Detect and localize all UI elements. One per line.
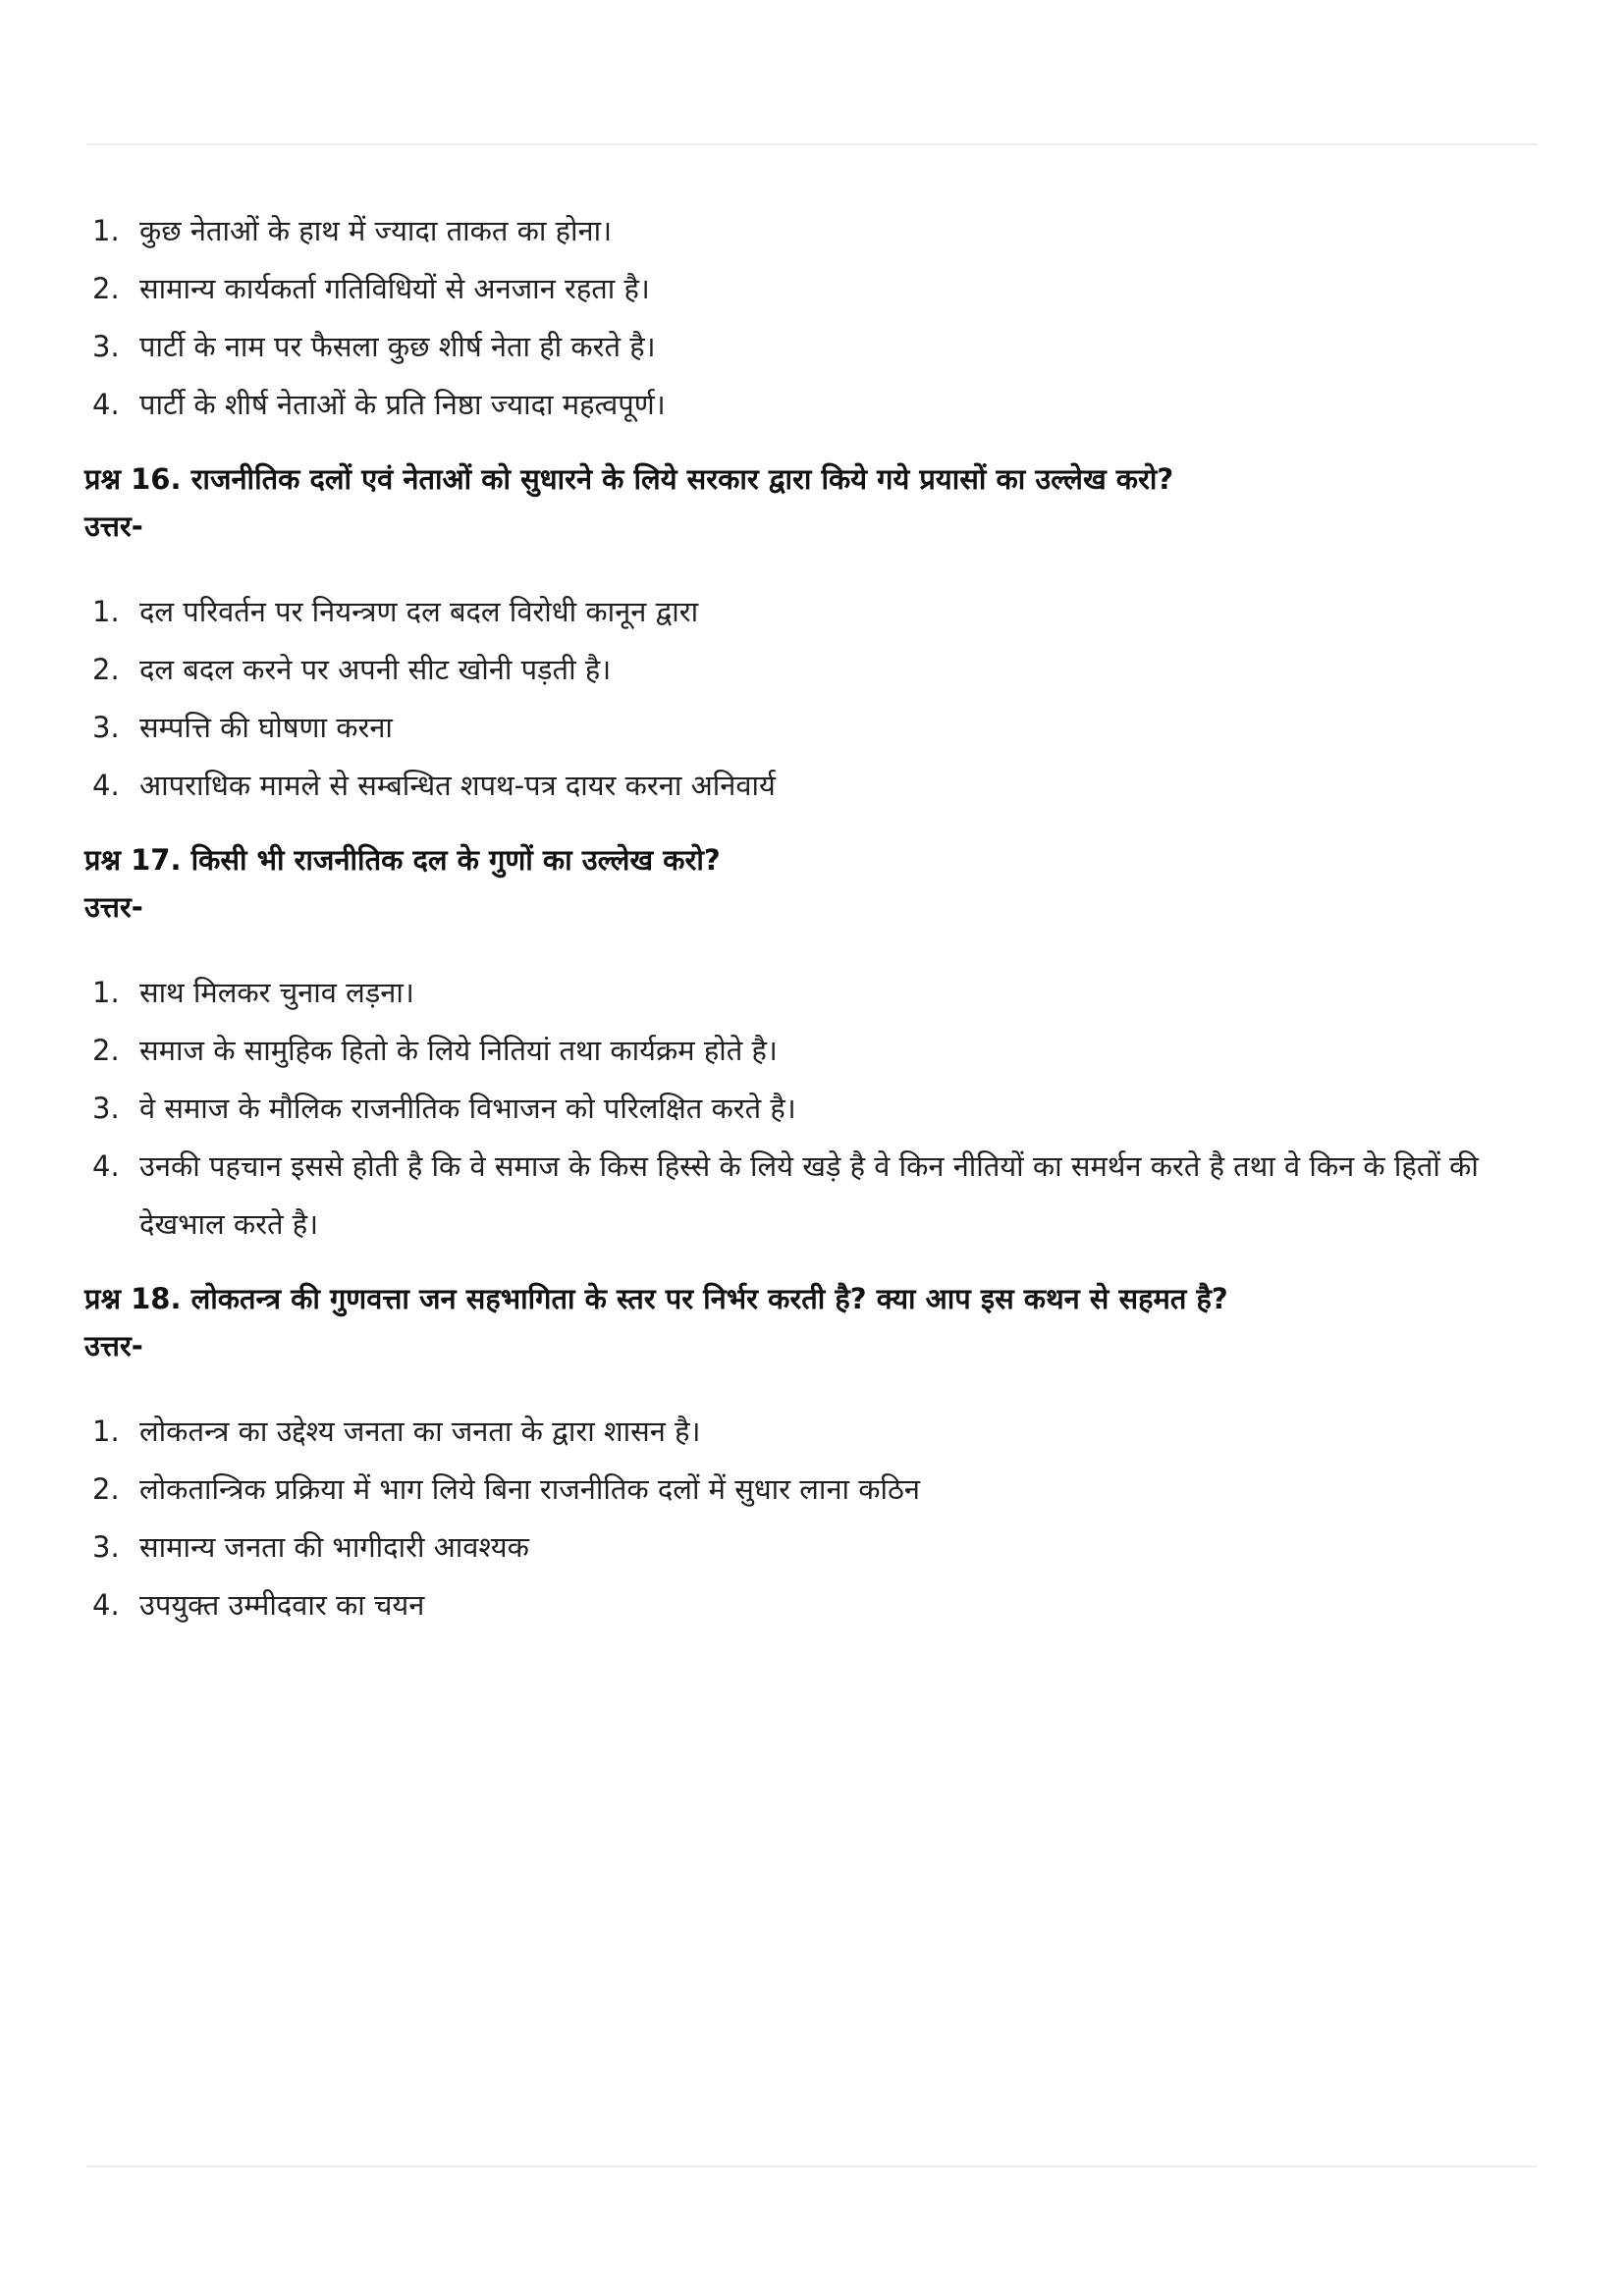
- list-item: 3. वे समाज के मौलिक राजनीतिक विभाजन को परिलक्षित करते है।: [92, 1092, 796, 1125]
- question-heading: प्रश्न 17. किसी भी राजनीतिक दल के गुणों का उल्लेख करो?: [84, 843, 721, 877]
- answer-list: [84, 1403, 1540, 1634]
- list-item: 4. आपराधिक मामले से सम्बन्धित शपथ-पत्र दायर करना अनिवार्य: [92, 769, 776, 802]
- question-block-18: [84, 1275, 1540, 1634]
- list-item: 1. लोकतन्त्र का उद्देश्य जनता का जनता के द्वारा शासन है।: [92, 1415, 701, 1448]
- answer-label: उत्तर-: [84, 890, 143, 924]
- list-item: 2. दल बदल करने पर अपनी सीट खोनी पड़ती है।: [92, 653, 612, 686]
- list-item: 2. समाज के सामुहिक हितो के लिये नितियां तथा कार्यक्रम होते है।: [92, 1034, 778, 1067]
- list-item: 2. लोकतान्त्रिक प्रक्रिया में भाग लिये बिना राजनीतिक दलों में सुधार लाना कठिन: [92, 1472, 920, 1506]
- list-item: 1. दल परिवर्तन पर नियन्त्रण दल बदल विरोधी कानून द्वारा: [92, 595, 699, 628]
- answer-list: [84, 583, 1540, 815]
- list-item: 4. उनकी पहचान इससे होती है कि वे समाज के किस हिस्से के लिये खड़े है वे किन नीतियों का समर्थन करते है तथा वे किन के हितों की देखभाल करते है।: [92, 1149, 1479, 1241]
- answer-list: [84, 964, 1540, 1254]
- question-block-17: [84, 836, 1540, 1254]
- question-heading: प्रश्न 16. राजनीतिक दलों एवं नेताओं को सुधारने के लिये सरकार द्वारा किये गये प्रयासों का उल्लेख करो?: [84, 462, 1174, 496]
- top-divider: [86, 143, 1538, 145]
- bottom-divider: [86, 2165, 1538, 2167]
- question-block-16: [84, 455, 1540, 815]
- question-heading: प्रश्न 18. लोकतन्त्र की गुणवत्ता जन सहभागिता के स्तर पर निर्भर करती है? क्या आप इस कथन से सहमत है?: [84, 1282, 1228, 1315]
- list-item: 3. पार्टी के नाम पर फैसला कुछ शीर्ष नेता ही करते है।: [92, 330, 656, 363]
- list-item: 2. सामान्य कार्यकर्ता गतिविधियों से अनजान रहता है।: [92, 272, 650, 305]
- list-item: 4. उपयुक्त उम्मीदवार का चयन: [92, 1588, 425, 1622]
- list-item: 1. साथ मिलकर चुनाव लड़ना।: [92, 976, 414, 1009]
- list-item: 1. कुछ नेताओं के हाथ में ज्यादा ताकत का होना।: [92, 214, 613, 247]
- answer-label: उत्तर-: [84, 509, 143, 543]
- answer-label: उत्तर-: [84, 1329, 143, 1362]
- list-item: 4. पार्टी के शीर्ष नेताओं के प्रति निष्ठा ज्यादा महत्वपूर्ण।: [92, 388, 666, 421]
- list-item: 3. सामान्य जनता की भागीदारी आवश्यक: [92, 1530, 529, 1564]
- document-body: [84, 202, 1540, 1634]
- intro-answer-list: [84, 202, 1540, 434]
- list-item: 3. सम्पत्ति की घोषणा करना: [92, 711, 393, 744]
